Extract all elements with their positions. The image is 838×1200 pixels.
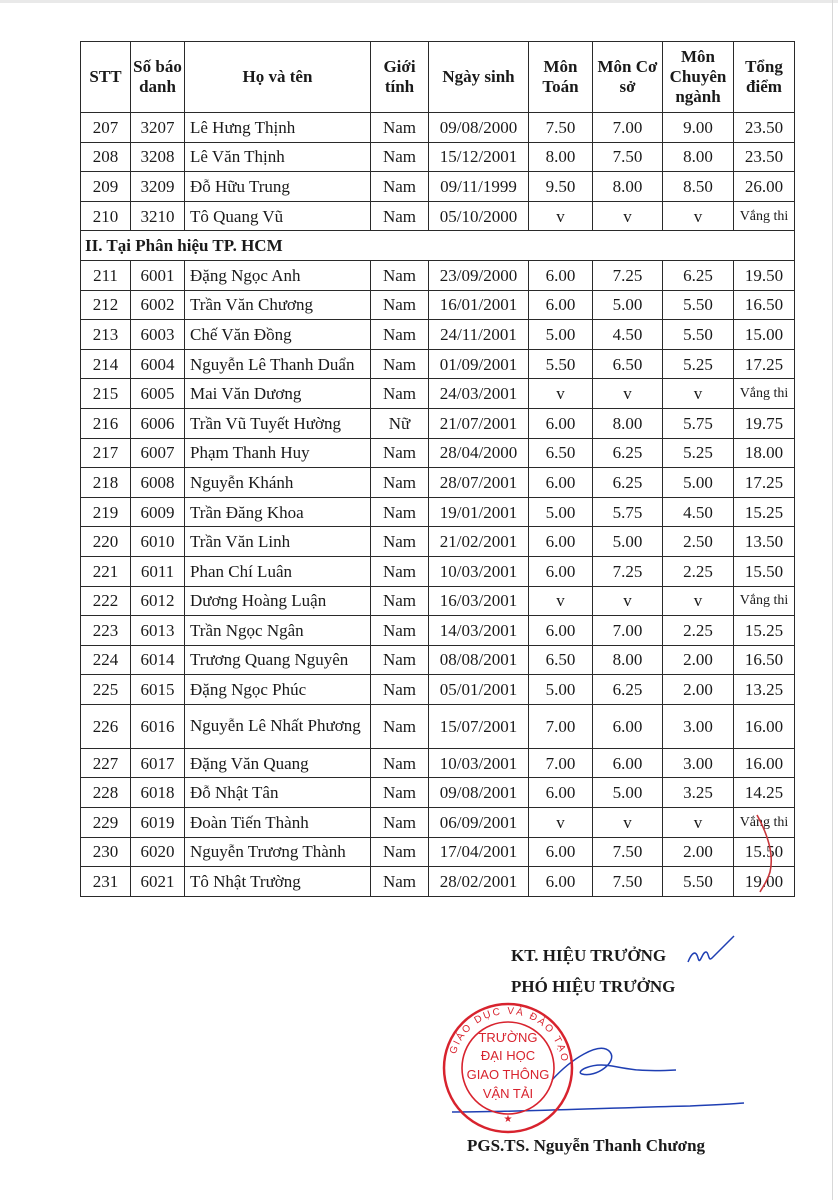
page-top-edge [0,0,838,3]
table-row [81,320,795,350]
cell-dob: 05/10/2000 [429,201,529,231]
header-math: Môn Toán [529,42,593,113]
table-header-row [81,42,795,113]
cell-total: 17.25 [734,349,795,379]
cell-total: 16.50 [734,290,795,320]
cell-total: Vắng thi [734,808,795,838]
cell-dob: 09/11/1999 [429,172,529,202]
cell-name: Trần Đăng Khoa [185,497,371,527]
cell-stt: 207 [81,113,131,143]
cell-major: v [663,379,734,409]
cell-major: 9.00 [663,113,734,143]
cell-math: 6.00 [529,260,593,290]
cell-name: Nguyễn Trương Thành [185,837,371,867]
header-major: Môn Chuyên ngành [663,42,734,113]
cell-base: 6.25 [593,438,663,468]
official-seal [440,1000,576,1136]
cell-dob: 10/03/2001 [429,556,529,586]
cell-sbd: 6018 [131,778,185,808]
cell-name: Phạm Thanh Huy [185,438,371,468]
cell-sbd: 3208 [131,142,185,172]
cell-stt: 230 [81,837,131,867]
cell-stt: 210 [81,201,131,231]
cell-sbd: 6020 [131,837,185,867]
cell-base: 6.25 [593,468,663,498]
cell-total: 23.50 [734,142,795,172]
cell-stt: 217 [81,438,131,468]
cell-math: 6.00 [529,616,593,646]
cell-major: 6.25 [663,260,734,290]
cell-sbd: 6006 [131,408,185,438]
cell-math: 7.00 [529,748,593,778]
signature-subtitle: PHÓ HIỆU TRƯỞNG [511,977,676,996]
cell-base: 6.00 [593,704,663,748]
cell-base: 7.00 [593,113,663,143]
cell-math: 6.00 [529,468,593,498]
cell-math: 7.00 [529,704,593,748]
cell-base: 7.50 [593,837,663,867]
cell-sbd: 6021 [131,867,185,897]
cell-gender: Nam [371,142,429,172]
svg-text:GIÁO DỤC VÀ ĐÀO TẠO: GIÁO DỤC VÀ ĐÀO TẠO [447,1005,570,1064]
cell-dob: 24/03/2001 [429,379,529,409]
cell-name: Đỗ Nhật Tân [185,778,371,808]
table-row [81,142,795,172]
cell-gender: Nam [371,379,429,409]
cell-stt: 218 [81,468,131,498]
cell-name: Trần Văn Chương [185,290,371,320]
cell-dob: 05/01/2001 [429,675,529,705]
cell-stt: 211 [81,260,131,290]
cell-total: 18.00 [734,438,795,468]
cell-major: 2.50 [663,527,734,557]
cell-sbd: 3207 [131,113,185,143]
cell-name: Trần Vũ Tuyết Hường [185,408,371,438]
cell-total: 15.25 [734,616,795,646]
cell-total: 15.50 [734,556,795,586]
cell-major: 2.25 [663,556,734,586]
cell-gender: Nam [371,837,429,867]
cell-sbd: 6019 [131,808,185,838]
cell-major: 3.00 [663,704,734,748]
cell-name: Đoàn Tiến Thành [185,808,371,838]
cell-base: 5.00 [593,778,663,808]
cell-base: 5.00 [593,527,663,557]
cell-stt: 231 [81,867,131,897]
table-row [81,616,795,646]
cell-major: 4.50 [663,497,734,527]
cell-base: v [593,201,663,231]
cell-sbd: 6007 [131,438,185,468]
cell-major: 5.50 [663,290,734,320]
header-stt: STT [81,42,131,113]
cell-sbd: 6016 [131,704,185,748]
cell-sbd: 6004 [131,349,185,379]
cell-major: 5.00 [663,468,734,498]
cell-dob: 15/07/2001 [429,704,529,748]
cell-math: 5.00 [529,675,593,705]
cell-total: 13.50 [734,527,795,557]
table-row [81,379,795,409]
signature-title: KT. HIỆU TRƯỞNG [511,946,667,965]
cell-gender: Nam [371,808,429,838]
results-table [80,41,795,897]
cell-name: Đỗ Hữu Trung [185,172,371,202]
cell-sbd: 6013 [131,616,185,646]
cell-name: Đặng Văn Quang [185,748,371,778]
cell-stt: 225 [81,675,131,705]
cell-dob: 28/02/2001 [429,867,529,897]
cell-math: v [529,379,593,409]
cell-name: Lê Hưng Thịnh [185,113,371,143]
cell-gender: Nam [371,527,429,557]
cell-dob: 14/03/2001 [429,616,529,646]
cell-major: 5.50 [663,867,734,897]
cell-name: Lê Văn Thịnh [185,142,371,172]
cell-stt: 209 [81,172,131,202]
cell-sbd: 6017 [131,748,185,778]
cell-sbd: 6001 [131,260,185,290]
cell-math: 5.00 [529,320,593,350]
cell-base: 4.50 [593,320,663,350]
table-row [81,837,795,867]
table-row [81,438,795,468]
cell-sbd: 6011 [131,556,185,586]
cell-sbd: 6008 [131,468,185,498]
cell-stt: 214 [81,349,131,379]
cell-total: 15.00 [734,320,795,350]
cell-dob: 21/02/2001 [429,527,529,557]
cell-sbd: 6003 [131,320,185,350]
cell-name: Tô Quang Vũ [185,201,371,231]
cell-math: 6.00 [529,556,593,586]
cell-base: 6.25 [593,675,663,705]
seal-line-2: ĐẠI HỌC [480,1048,536,1063]
cell-total: Vắng thi [734,379,795,409]
cell-dob: 19/01/2001 [429,497,529,527]
cell-dob: 28/04/2000 [429,438,529,468]
cell-gender: Nam [371,704,429,748]
seal-line-1: TRƯỜNG [478,1030,538,1045]
cell-base: v [593,379,663,409]
table-row [81,527,795,557]
cell-gender: Nam [371,113,429,143]
cell-total: 16.00 [734,748,795,778]
cell-sbd: 6014 [131,645,185,675]
cell-dob: 15/12/2001 [429,142,529,172]
cell-dob: 09/08/2001 [429,778,529,808]
cell-sbd: 6002 [131,290,185,320]
cell-math: v [529,586,593,616]
cell-gender: Nam [371,497,429,527]
cell-math: 5.50 [529,349,593,379]
cell-math: 6.00 [529,408,593,438]
cell-major: v [663,808,734,838]
cell-gender: Nam [371,260,429,290]
cell-gender: Nam [371,645,429,675]
cell-dob: 08/08/2001 [429,645,529,675]
table-row [81,778,795,808]
cell-gender: Nam [371,556,429,586]
cell-math: 6.00 [529,867,593,897]
cell-major: 2.00 [663,837,734,867]
cell-total: 14.25 [734,778,795,808]
cell-dob: 23/09/2000 [429,260,529,290]
cell-dob: 06/09/2001 [429,808,529,838]
cell-gender: Nam [371,201,429,231]
cell-gender: Nam [371,867,429,897]
cell-math: 6.00 [529,527,593,557]
cell-math: 7.50 [529,113,593,143]
cell-sbd: 6005 [131,379,185,409]
table-row [81,808,795,838]
cell-base: 7.25 [593,556,663,586]
table-row [81,201,795,231]
cell-major: 5.75 [663,408,734,438]
cell-base: 7.25 [593,260,663,290]
cell-base: 5.75 [593,497,663,527]
cell-name: Phan Chí Luân [185,556,371,586]
header-sbd: Số báo danh [131,42,185,113]
cell-gender: Nam [371,616,429,646]
cell-total: 13.25 [734,675,795,705]
cell-dob: 10/03/2001 [429,748,529,778]
cell-gender: Nam [371,675,429,705]
cell-name: Nguyễn Lê Thanh Duẩn [185,349,371,379]
header-base: Môn Cơ sở [593,42,663,113]
cell-sbd: 3210 [131,201,185,231]
cell-dob: 16/01/2001 [429,290,529,320]
cell-name: Nguyễn Lê Nhất Phương [185,704,371,748]
cell-major: 2.00 [663,645,734,675]
cell-math: 6.50 [529,645,593,675]
table-row [81,497,795,527]
cell-stt: 219 [81,497,131,527]
cell-math: 5.00 [529,497,593,527]
cell-stt: 213 [81,320,131,350]
cell-name: Nguyễn Khánh [185,468,371,498]
cell-stt: 229 [81,808,131,838]
section-title: II. Tại Phân hiệu TP. HCM [81,231,795,261]
cell-base: 8.00 [593,408,663,438]
cell-name: Trần Ngọc Ngân [185,616,371,646]
cell-total: 15.50 [734,837,795,867]
cell-major: 3.00 [663,748,734,778]
cell-stt: 228 [81,778,131,808]
cell-stt: 220 [81,527,131,557]
cell-math: 6.00 [529,778,593,808]
cell-math: 6.00 [529,837,593,867]
cell-stt: 227 [81,748,131,778]
cell-base: 7.50 [593,142,663,172]
cell-sbd: 6010 [131,527,185,557]
cell-name: Trương Quang Nguyên [185,645,371,675]
cell-gender: Nam [371,438,429,468]
cell-dob: 28/07/2001 [429,468,529,498]
table-row [81,468,795,498]
cell-sbd: 6015 [131,675,185,705]
cell-gender: Nam [371,748,429,778]
cell-major: 8.00 [663,142,734,172]
header-total: Tổng điểm [734,42,795,113]
cell-sbd: 3209 [131,172,185,202]
table-row [81,290,795,320]
cell-name: Đặng Ngọc Anh [185,260,371,290]
table-row [81,586,795,616]
cell-base: 6.50 [593,349,663,379]
cell-dob: 01/09/2001 [429,349,529,379]
cell-math: 8.00 [529,142,593,172]
signer-name: PGS.TS. Nguyễn Thanh Chương [467,1136,706,1155]
cell-major: v [663,201,734,231]
cell-base: 5.00 [593,290,663,320]
cell-gender: Nam [371,778,429,808]
cell-total: 19.50 [734,260,795,290]
cell-stt: 222 [81,586,131,616]
cell-major: 5.50 [663,320,734,350]
header-name: Họ và tên [185,42,371,113]
cell-gender: Nam [371,468,429,498]
cell-stt: 221 [81,556,131,586]
cell-dob: 09/08/2000 [429,113,529,143]
table-row [81,748,795,778]
table-row [81,704,795,748]
table-row [81,556,795,586]
cell-major: v [663,586,734,616]
table-row [81,172,795,202]
cell-total: 17.25 [734,468,795,498]
cell-gender: Nam [371,290,429,320]
cell-math: v [529,808,593,838]
cell-stt: 226 [81,704,131,748]
cell-dob: 17/04/2001 [429,837,529,867]
cell-stt: 224 [81,645,131,675]
cell-stt: 223 [81,616,131,646]
cell-total: 16.00 [734,704,795,748]
cell-name: Chế Văn Đồng [185,320,371,350]
cell-dob: 21/07/2001 [429,408,529,438]
cell-total: 26.00 [734,172,795,202]
header-gender: Giới tính [371,42,429,113]
table-row [81,867,795,897]
cell-major: 3.25 [663,778,734,808]
cell-stt: 215 [81,379,131,409]
seal-line-3: GIAO THÔNG [466,1067,550,1082]
initials-mark-icon [688,936,734,962]
cell-total: 16.50 [734,645,795,675]
cell-name: Dương Hoàng Luận [185,586,371,616]
cell-major: 2.00 [663,675,734,705]
cell-base: 7.50 [593,867,663,897]
table-row [81,349,795,379]
table-row [81,408,795,438]
table-row [81,113,795,143]
cell-name: Đặng Ngọc Phúc [185,675,371,705]
cell-major: 2.25 [663,616,734,646]
cell-total: 19.00 [734,867,795,897]
seal-line-4: VẬN TẢI [482,1086,534,1101]
cell-stt: 208 [81,142,131,172]
cell-major: 5.25 [663,438,734,468]
cell-math: 6.50 [529,438,593,468]
cell-dob: 24/11/2001 [429,320,529,350]
cell-dob: 16/03/2001 [429,586,529,616]
cell-major: 8.50 [663,172,734,202]
header-dob: Ngày sinh [429,42,529,113]
cell-base: 6.00 [593,748,663,778]
cell-gender: Nam [371,586,429,616]
cell-stt: 212 [81,290,131,320]
table-row [81,645,795,675]
cell-base: 8.00 [593,172,663,202]
cell-gender: Nam [371,320,429,350]
cell-sbd: 6009 [131,497,185,527]
cell-name: Tô Nhật Trường [185,867,371,897]
cell-gender: Nam [371,172,429,202]
table-row [81,675,795,705]
cell-name: Mai Văn Dương [185,379,371,409]
table-row [81,260,795,290]
cell-stt: 216 [81,408,131,438]
cell-base: 8.00 [593,645,663,675]
page-right-edge [832,0,833,1200]
cell-total: Vắng thi [734,201,795,231]
cell-name: Trần Văn Linh [185,527,371,557]
cell-major: 5.25 [663,349,734,379]
cell-total: 23.50 [734,113,795,143]
cell-math: 6.00 [529,290,593,320]
cell-total: 19.75 [734,408,795,438]
cell-total: Vắng thi [734,586,795,616]
cell-math: 9.50 [529,172,593,202]
table-body [81,113,795,897]
cell-base: v [593,808,663,838]
cell-sbd: 6012 [131,586,185,616]
seal-star-icon: ★ [503,1114,513,1125]
cell-math: v [529,201,593,231]
cell-gender: Nam [371,349,429,379]
section-row [81,231,795,261]
cell-total: 15.25 [734,497,795,527]
cell-base: v [593,586,663,616]
cell-base: 7.00 [593,616,663,646]
cell-gender: Nữ [371,408,429,438]
